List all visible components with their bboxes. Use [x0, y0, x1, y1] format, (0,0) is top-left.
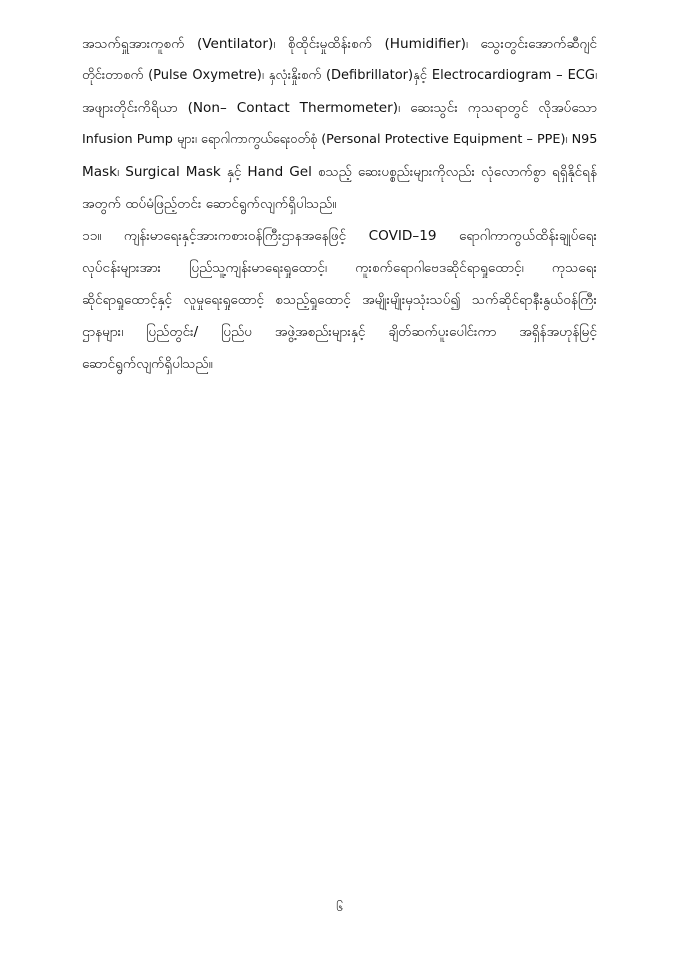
text-line: ၁၁။ ကျန်းမာရေးနှင့်အားကစားဝန်ကြီးဌာနအနေဖြင့် COVID–19 ရောဂါကာကွယ်ထိန်းချုပ်ရေး	[82, 228, 597, 244]
text-line: အတွက် ထပ်မံဖြည့်တင်း ဆောင်ရွက်လျက်ရှိပါသည်။	[82, 196, 337, 212]
text-line: ဆောင်ရွက်လျက်ရှိပါသည်။	[82, 356, 213, 372]
text-line: လုပ်ငန်းများအား ပြည်သူ့ကျန်းမာရေးရှုထောင့်၊ ကူးစက်ရောဂါဗေဒဆိုင်ရာရှုထောင့်၊ ကုသရေး	[82, 260, 597, 276]
text-line: Infusion Pump များ၊ ရောဂါကာကွယ်ရေးဝတ်စုံ (Personal Protective Equipment – PPE)၊ N95	[82, 132, 598, 147]
body-text	[82, 28, 597, 380]
text-line: တိုင်းတာစက် (Pulse Oxymetre)၊ နှလုံးနှိုးစက် (Defibrillator)နှင့် Electrocardiogram – ECG၊	[82, 68, 597, 83]
page-number: ၆	[335, 899, 344, 914]
text-line: အဖျားတိုင်းကိရိယာ (Non– Contact Thermometer)၊ ဆေးသွင်း ကုသရာတွင် လိုအပ်သော	[82, 100, 597, 116]
text-line: ဆိုင်ရာရှုထောင့်နှင့် လူမှုရေးရှုထောင့် စသည့်ရှုထောင့် အမျိုးမျိုးမှသုံးသပ်၍ သက်ဆိုင်ရာနီးနွယ်ဝန်ကြီး	[82, 292, 597, 308]
text-line: Mask၊ Surgical Mask နှင့် Hand Gel စသည့် ဆေးပစ္စည်းများကိုလည်း လုံလောက်စွာ ရရှိနိုင်ရန်	[82, 164, 597, 180]
text-line: အသက်ရှူအားကူစက် (Ventilator)၊ စိုထိုင်းမှုထိန်းစက် (Humidifier)၊ သွေးတွင်းအောက်ဆီဂျင်	[82, 36, 597, 52]
text-line: ဌာနများ၊ ပြည်တွင်း/ ပြည်ပ အဖွဲ့အစည်းများနှင့် ချိတ်ဆက်ပူးပေါင်းကာ အရှိန်အဟုန်မြင့်	[82, 324, 597, 340]
